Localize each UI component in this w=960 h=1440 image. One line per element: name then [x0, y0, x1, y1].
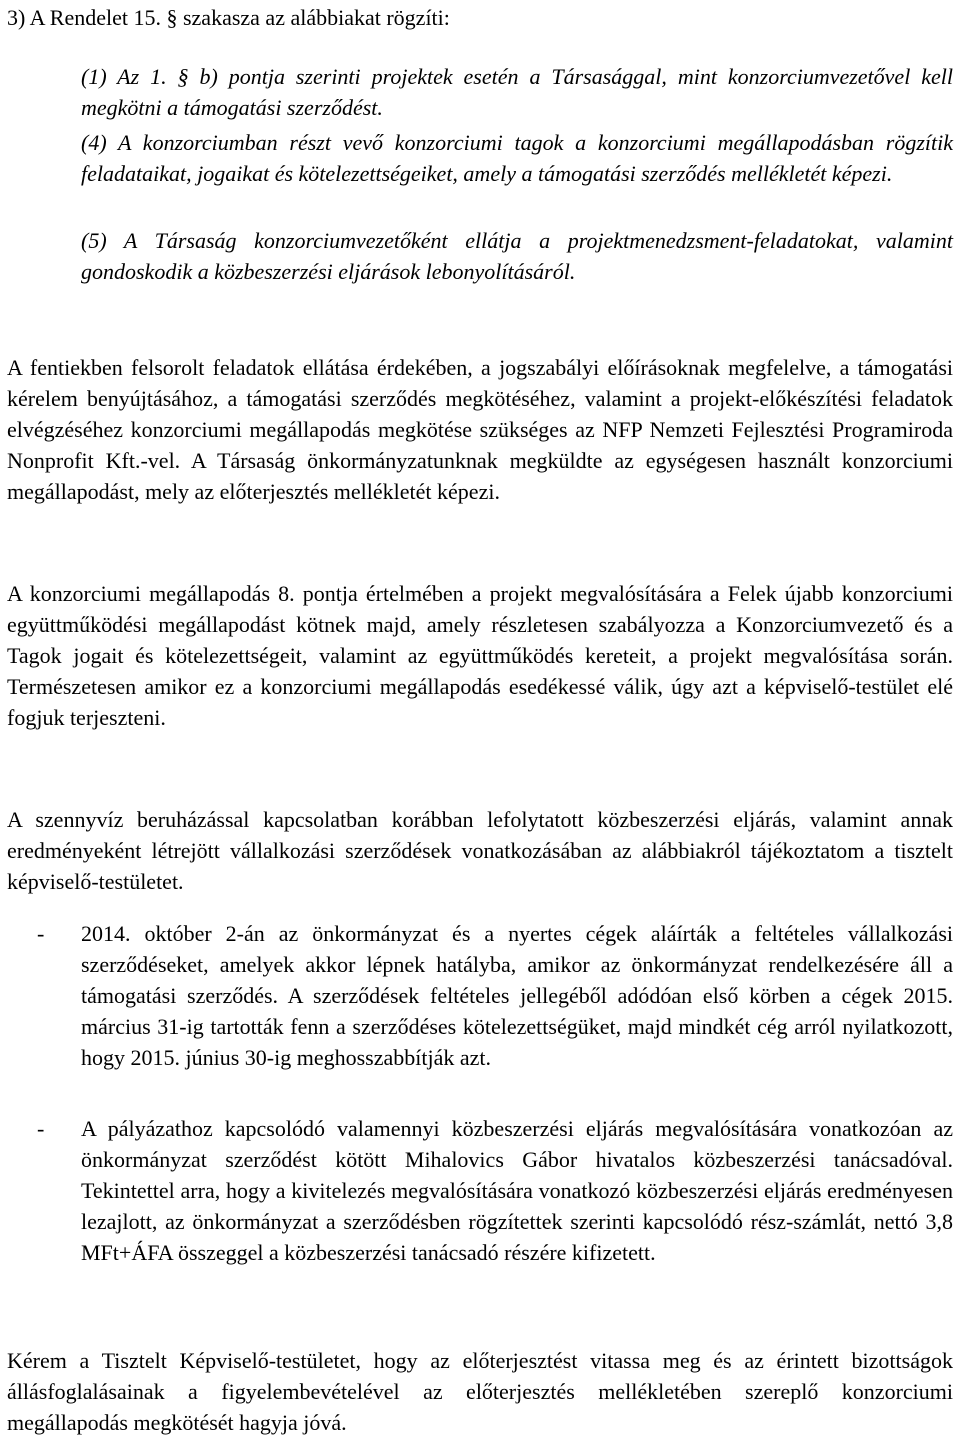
- list-item: [7, 1113, 953, 1268]
- quote-paragraph-4: [81, 127, 953, 189]
- list-bullet: -: [37, 921, 45, 946]
- body-paragraph-3: [7, 804, 953, 897]
- list-item: [7, 918, 953, 1073]
- quote-paragraph-1: [81, 61, 953, 123]
- paragraph-text: A szennyvíz beruházással kapcsolatban korábban lefolytatott közbeszerzési eljárás, valamint annak eredményeként létrejött vállalkozási szerződések vonatkozásában az alábbiakról tájékoztatom a tisztelt képviselő-testületet.: [7, 807, 953, 894]
- body-paragraph-2: [7, 578, 953, 733]
- body-paragraph-4: [7, 1345, 953, 1438]
- paragraph-text: A fentiekben felsorolt feladatok ellátása érdekében, a jogszabályi előírásoknak megfelelve, a támogatási kérelem benyújtásához, a támogatási szerződés megkötéséhez, valamint a projekt-előkészítési feladatok elvégzéséhez konzorciumi megállapodás megkötése szükséges az NFP Nemzeti Fejlesztési Programiroda Nonprofit Kft.-vel. A Társaság önkormányzatunknak megküldte az egységesen használt konzorciumi megállapodást, mely az előterjesztés mellékletét képezi.: [7, 355, 953, 504]
- body-paragraph-1: [7, 352, 953, 507]
- list-bullet: -: [37, 1116, 45, 1141]
- list-item-text: 2014. október 2-án az önkormányzat és a nyertes cégek aláírták a feltételes vállalkozási szerződéseket, amelyek akkor lépnek hatályba, amikor az önkormányzat rendelkezésére áll a támogatási szerződés. A szerződések feltételes jellegéből adódóan első körben a cégek 2015. március 31-ig tartották fenn a szerződéses kötelezettségüket, majd mindkét cég arról nyilatkozott, hogy 2015. június 30-ig meghosszabbítják azt.: [81, 921, 953, 1070]
- quote-text-4: (4) A konzorciumban részt vevő konzorciumi tagok a konzorciumi megállapodásban rögzítik feladataikat, jogaikat és kötelezettségeiket, amely a támogatási szerződés mellékletét képezi.: [81, 130, 953, 186]
- quote-text-5: (5) A Társaság konzorciumvezetőként ellátja a projektmenedzsment-feladatokat, valamint gondoskodik a közbeszerzési eljárások lebonyolításáról.: [81, 228, 953, 284]
- quote-paragraph-5: [81, 225, 953, 287]
- paragraph-text: A konzorciumi megállapodás 8. pontja értelmében a projekt megvalósítására a Felek újabb konzorciumi együttműködési megállapodást kötnek majd, amely részletesen szabályozza a Konzorciumvezető és a Tagok jogait és kötelezettségeit, valamint az együttműködés kereteit, a projekt megvalósítása során. Természetesen amikor ez a konzorciumi megállapodás esedékessé válik, úgy azt a képviselő-testület elé fogjuk terjeszteni.: [7, 581, 953, 730]
- quote-text-1: (1) Az 1. § b) pontja szerinti projektek esetén a Társasággal, mint konzorciumvezetővel kell megkötni a támogatási szerződést.: [81, 64, 953, 120]
- list-item-text: A pályázathoz kapcsolódó valamennyi közbeszerzési eljárás megvalósítására vonatkozóan az önkormányzat szerződést kötött Mihalovics Gábor hivatalos közbeszerzési tanácsadóval. Tekintettel arra, hogy a kivitelezés megvalósítására vonatkozó közbeszerzési eljárás eredményesen lezajlott, az önkormányzat a szerződésben rögzítettek szerinti kapcsolódó rész-számlát, nettó 3,8 MFt+ÁFA összeggel a közbeszerzési tanácsadó részére kifizetett.: [81, 1116, 953, 1265]
- section-heading: 3) A Rendelet 15. § szakasza az alábbiakat rögzíti:: [7, 5, 450, 30]
- paragraph-text: Kérem a Tisztelt Képviselő-testületet, hogy az előterjesztést vitassa meg és az érintett bizottságok állásfoglalásainak a figyelembevételével az előterjesztés mellékletében szereplő konzorciumi megállapodás megkötését hagyja jóvá.: [7, 1348, 953, 1435]
